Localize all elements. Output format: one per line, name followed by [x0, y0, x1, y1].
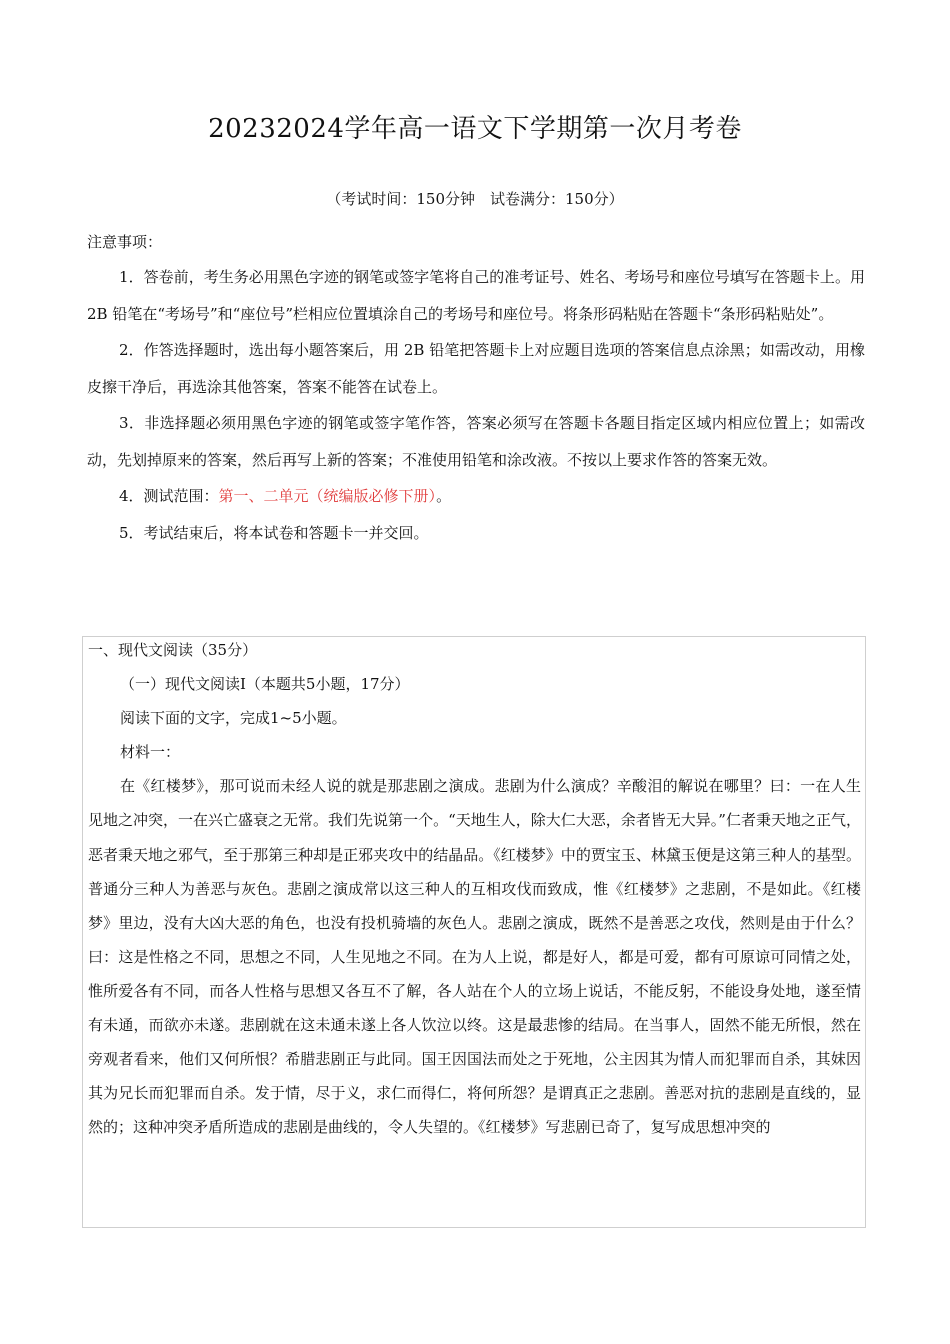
section-subtitle: （一）现代文阅读Ⅰ（本题共5小题，17分）	[120, 675, 410, 694]
notice-item-4-prefix: 4．测试范围：	[119, 487, 219, 505]
notice-item-4-suffix: 。	[436, 487, 452, 505]
notice-item-5: 5．考试结束后，将本试卷和答题卡一并交回。	[119, 523, 429, 542]
exam-subtitle: （考试时间：150分钟 试卷满分：150分）	[326, 190, 624, 208]
reading-section	[82, 636, 866, 1228]
notice-item-4	[87, 478, 865, 515]
notice-heading: 注意事项：	[87, 233, 163, 251]
exam-title: 20232024学年高一语文下学期第一次月考卷	[208, 114, 742, 144]
passage-text: 在《红楼梦》，那可说而未经人说的就是那悲剧之演成。悲剧为什么演成？辛酸泪的解说在哪里？曰：一在人生见地之冲突，一在兴亡盛衰之无常。我们先说第一个。“天地生人，除大仁大恶，余者皆无大异。”仁者秉天地之正气，恶者秉天地之邪气，至于那第三种却是正邪夹攻中的结晶品。《红楼梦》中的贾宝玉、林黛玉便是这第三种人的基型。普通分三种人为善恶与灰色。悲剧之演成常以这三种人的互相攻伐而致成，惟《红楼梦》之悲剧，不是如此。《红楼梦》里边，没有大凶大恶的角色，也没有投机骑墙的灰色人。悲剧之演成，既然不是善恶之攻伐，然则是由于什么？曰：这是性格之不同，思想之不同，人生见地之不同。在为人上说，都是好人，都是可爱，都有可原谅可同情之处，惟所爱各有不同，而各人性格与思想又各互不了解，各人站在个人的立场上说话，不能反躬，不能设身处地，遂至情有未通，而欲亦未遂。悲剧就在这未通未遂上各人饮泣以终。这是最悲惨的结局。在当事人，固然不能无所恨，然在旁观者看来，他们又何所恨？希腊悲剧正与此同。国王因国法而处之于死地，公主因其为情人而犯罪而自杀，其妹因其为兄长而犯罪而自杀。发于情，尽于义，求仁而得仁，将何所怨？是谓真正之悲剧。善恶对抗的悲剧是直线的，显然的；这种冲突矛盾所造成的悲剧是曲线的，令人失望的。《红楼梦》写悲剧已奇了，复写成思想冲突的	[88, 777, 861, 1137]
test-scope-highlight: 第一、二单元（统编版必修下册）	[218, 487, 437, 505]
reading-instruction: 阅读下面的文字，完成1~5小题。	[120, 709, 347, 728]
notice-list	[87, 259, 865, 551]
notice-item-3: 3．非选择题必须用黑色字迹的钢笔或签字笔作答，答案必须写在答题卡各题目指定区域内相应位置上；如需改动，先划掉原来的答案，然后再写上新的答案；不准使用铅笔和涂改液。不按以上要求作答的答案无效。	[87, 414, 865, 469]
notice-item-1: 1．答卷前，考生务必用黑色字迹的钢笔或签字笔将自己的准考证号、姓名、考场号和座位号填写在答题卡上。用 2B 铅笔在“考场号”和“座位号”栏相应位置填涂自己的考场号和座位号。将条形码粘贴在答题卡“条形码粘贴处”。	[87, 268, 865, 323]
material-label: 材料一：	[120, 743, 181, 762]
section-title: 一、现代文阅读（35分）	[88, 641, 258, 659]
notice-item-2: 2．作答选择题时，选出每小题答案后，用 2B 铅笔把答题卡上对应题目选项的答案信息点涂黑；如需改动，用橡皮擦干净后，再选涂其他答案，答案不能答在试卷上。	[87, 341, 865, 396]
